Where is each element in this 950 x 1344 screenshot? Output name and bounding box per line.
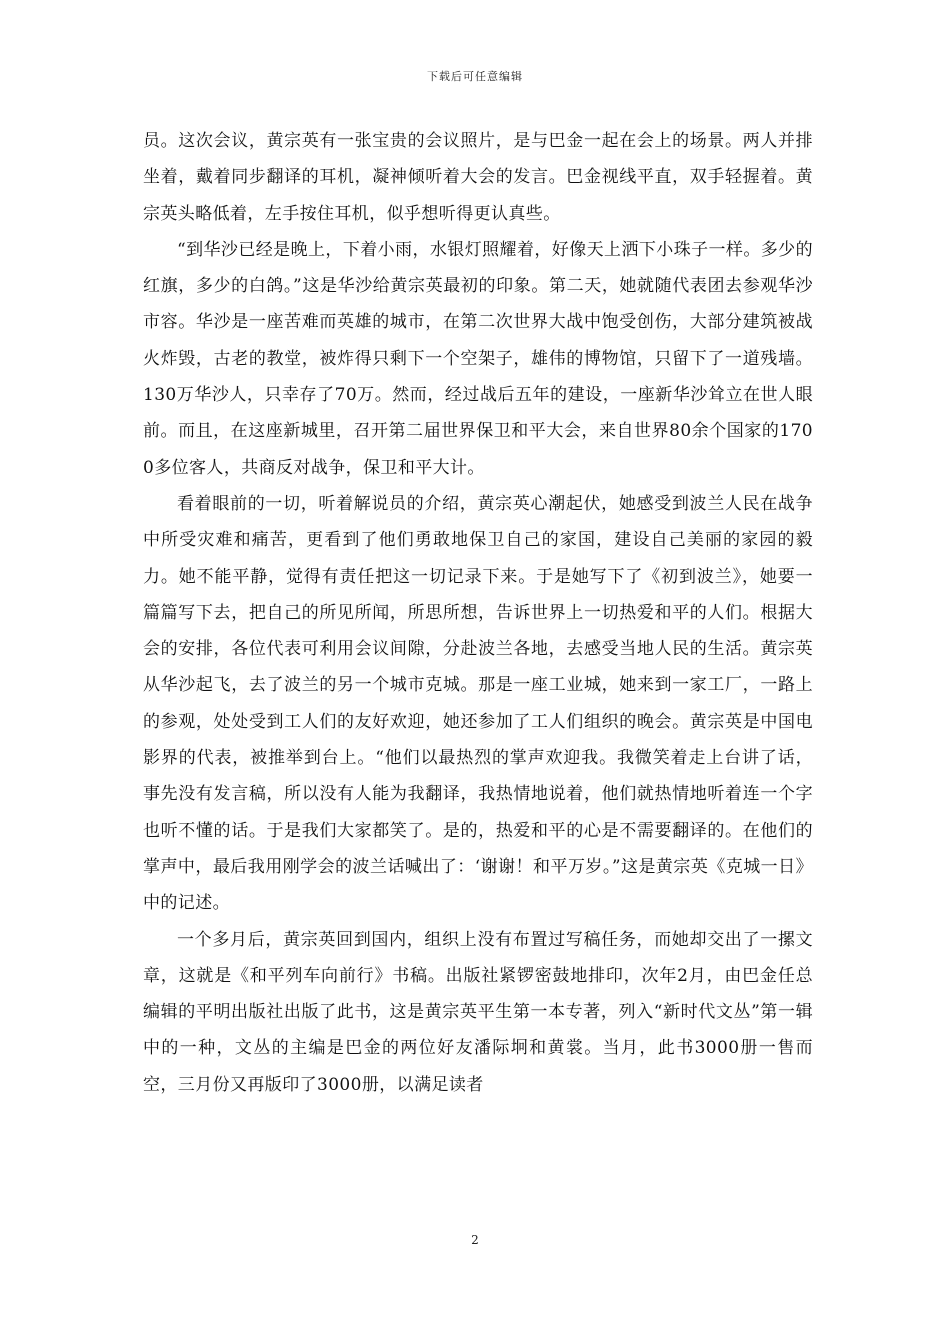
paragraph-4: 一个多月后，黄宗英回到国内，组织上没有布置过写稿任务，而她却交出了一摞文章，这就是《和平列车向前行》书稿。出版社紧锣密鼓地排印，次年2月，由巴金任总编辑的平明出版社出版了此书，这是黄宗英平生第一本专著，列入“新时代文丛”第一辑中的一种，文丛的主编是巴金的两位好友潘际坰和黄裳。当月，此书3000册一售而空，三月份又再版印了3000册，以满足读者 (143, 929, 813, 1095)
document-body (143, 123, 813, 1103)
paragraph-3: 看着眼前的一切，听着解说员的介绍，黄宗英心潮起伏，她感受到波兰人民在战争中所受灾难和痛苦，更看到了他们勇敢地保卫自己的家国，建设自己美丽的家园的毅力。她不能平静，觉得有责任把这一切记录下来。于是她写下了《初到波兰》，她要一篇篇写下去，把自己的所见所闻，所思所想，告诉世界上一切热爱和平的人们。根据大会的安排，各位代表可利用会议间隙，分赴波兰各地，去感受当地人民的生活。黄宗英从华沙起飞，去了波兰的另一个城市克城。那是一座工业城，她来到一家工厂，一路上的参观，处处受到工人们的友好欢迎，她还参加了工人们组织的晚会。黄宗英是中国电影界的代表，被推举到台上。“他们以最热烈的掌声欢迎我。我微笑着走上台讲了话，事先没有发言稿，所以没有人能为我翻译，我热情地说着，他们就热情地听着连一个字也听不懂的话。于是我们大家都笑了。是的，热爱和平的心是不需要翻译的。在他们的掌声中，最后我用刚学会的波兰话喊出了：‘谢谢！和平万岁。”这是黄宗英《克城一日》中的记述。 (143, 493, 813, 914)
page-header: 下载后可任意编辑 (427, 70, 523, 83)
paragraph-2: “到华沙已经是晚上，下着小雨，水银灯照耀着，好像天上洒下小珠子一样。多少的红旗，多少的白鸽。”这是华沙给黄宗英最初的印象。第二天，她就随代表团去参观华沙市容。华沙是一座苦难而英雄的城市，在第二次世界大战中饱受创伤，大部分建筑被战火炸毁，古老的教堂，被炸得只剩下一个空架子，雄伟的博物馆，只留下了一道残墙。130万华沙人，只幸存了70万。然而，经过战后五年的建设，一座新华沙耸立在世人眼前。而且，在这座新城里，召开第二届世界保卫和平大会，来自世界80余个国家的1700多位客人，共商反对战争，保卫和平大计。 (143, 239, 813, 478)
paragraph-1: 员。这次会议，黄宗英有一张宝贵的会议照片，是与巴金一起在会上的场景。两人并排坐着，戴着同步翻译的耳机，凝神倾听着大会的发言。巴金视线平直，双手轻握着。黄宗英头略低着，左手按住耳机，似乎想听得更认真些。 (143, 131, 813, 224)
page-number: 2 (471, 1233, 479, 1247)
